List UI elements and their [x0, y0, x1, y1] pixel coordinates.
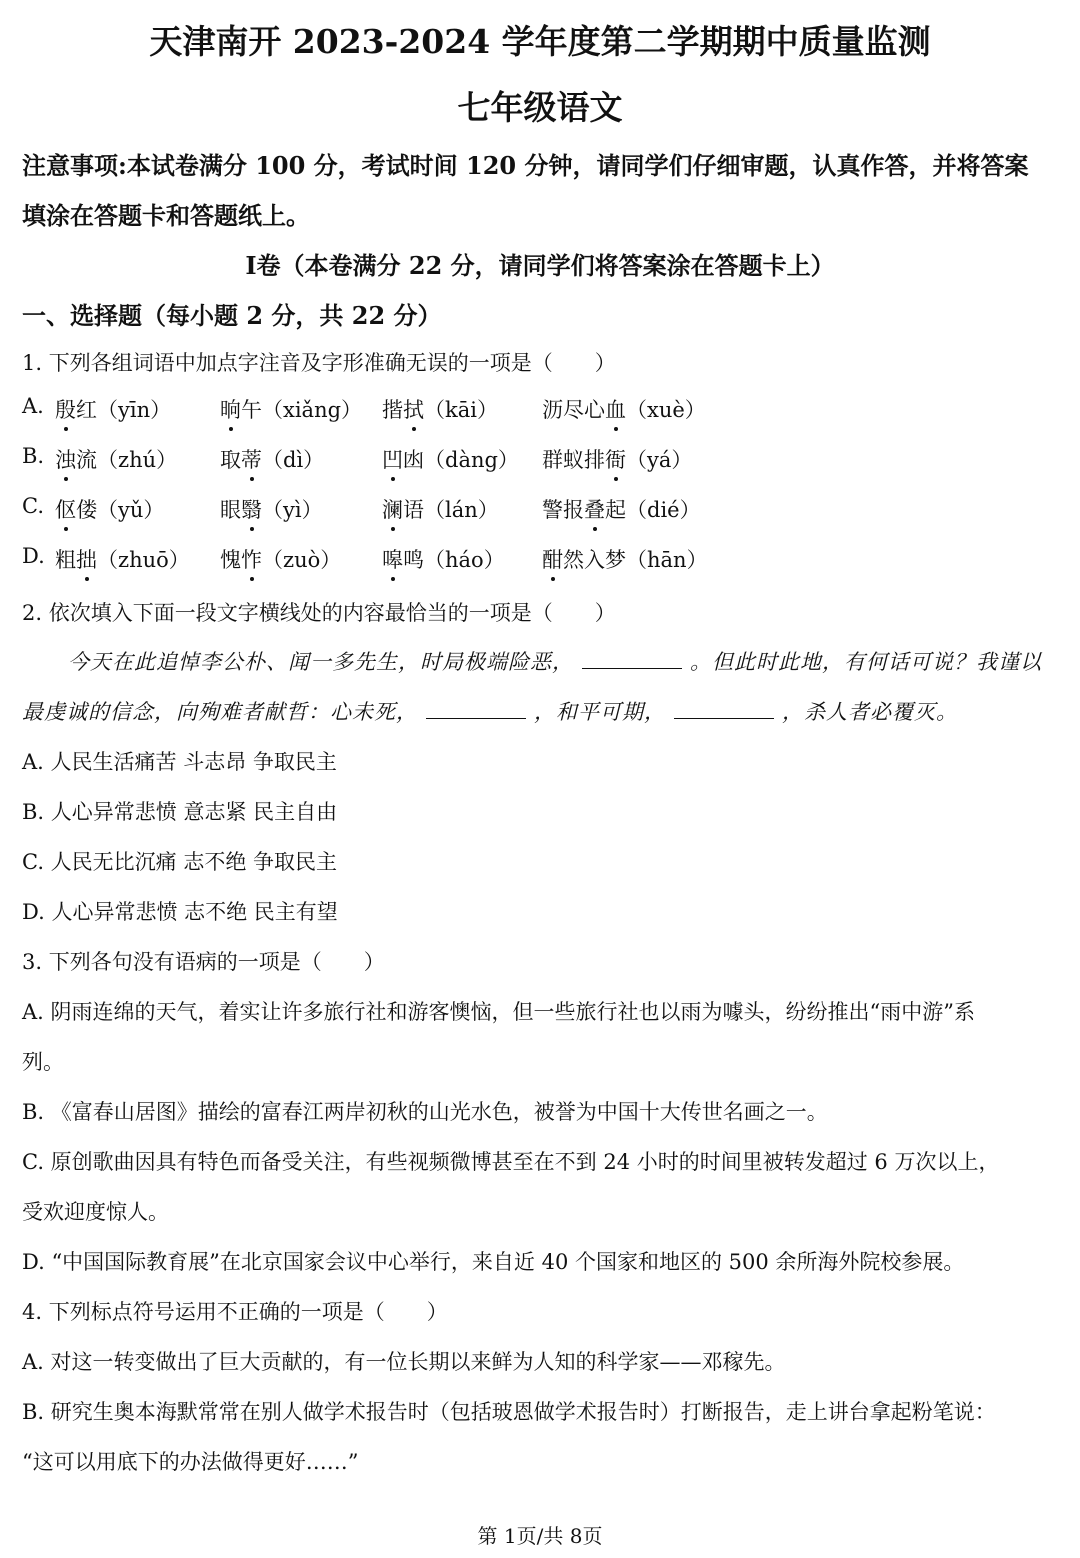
q2-blank-2	[426, 700, 526, 719]
q2-blank-3	[674, 700, 774, 719]
q1-option-label: C.	[22, 494, 44, 518]
word-part: （zhuō）	[97, 548, 190, 572]
dotted-character: 翳	[241, 494, 262, 524]
q2-passage-a: 今天在此追悼李公朴、闻一多先生，时局极端险恶，	[68, 650, 574, 674]
q2-passage-line-2	[22, 696, 958, 726]
q1-word-item	[542, 494, 701, 524]
q1-option-label: A.	[22, 394, 44, 418]
word-part: （yì）	[262, 498, 323, 522]
q1-word-item	[542, 544, 708, 574]
dotted-character: 凹	[382, 444, 403, 474]
word-part: 揩	[382, 398, 403, 422]
word-part: 沥尽心	[542, 398, 605, 422]
word-part: 鸣（háo）	[403, 548, 505, 572]
q2-option-b: B. 人心异常悲愤 意志紧 民主自由	[22, 800, 338, 824]
word-part: 眼	[220, 498, 241, 522]
dotted-character: 晌	[220, 394, 241, 424]
word-part: 语（lán）	[403, 498, 499, 522]
dotted-character: 血	[605, 394, 626, 424]
q3-option-a-line-1: A. 阴雨连绵的天气，着实让许多旅行社和游客懊恼，但一些旅行社也以雨为噱头，纷纷推出“雨中游”系	[22, 1000, 975, 1024]
dotted-character: 澜	[382, 494, 403, 524]
q1-word-item	[55, 544, 190, 574]
q1-word-item	[382, 394, 498, 424]
word-part: 流（zhú）	[76, 448, 178, 472]
word-part: （dì）	[262, 448, 325, 472]
q1-word-item	[382, 444, 519, 474]
q1-word-item	[55, 444, 177, 474]
q2-passage-d: ，和平可期，	[534, 700, 666, 724]
page-footer: 第 1页/共 8页	[477, 1524, 603, 1548]
dotted-character: 怍	[241, 544, 262, 574]
word-part: 取	[220, 448, 241, 472]
q4-stem: 4. 下列标点符号运用不正确的一项是（ ）	[22, 1300, 448, 1324]
q3-option-d: D. “中国国际教育展”在北京国家会议中心举行，来自近 40 个国家和地区的 500 余所海外院校参展。	[22, 1250, 965, 1274]
exam-title: 天津南开 2023-2024 学年度第二学期期中质量监测	[149, 22, 931, 61]
word-part: 午（xiǎng）	[241, 398, 363, 422]
q1-word-item	[55, 394, 171, 424]
q1-word-item	[220, 494, 323, 524]
word-part: （yá）	[626, 448, 693, 472]
q2-passage-e: ，杀人者必覆灭。	[782, 700, 958, 724]
word-part: 红（yīn）	[76, 398, 172, 422]
q1-stem: 1. 下列各组词语中加点字注音及字形准确无误的一项是（ ）	[22, 351, 616, 375]
q3-option-b: B. 《富春山居图》描绘的富春江两岸初秋的山光水色，被誉为中国十大传世名画之一。	[22, 1100, 828, 1124]
dotted-character: 伛	[55, 494, 76, 524]
q2-passage-line-1	[68, 646, 1042, 676]
dotted-character: 拭	[403, 394, 424, 424]
q3-option-c-line-1: C. 原创歌曲因具有特色而备受关注，有些视频微博甚至在不到 24 小时的时间里被转发超过 6 万次以上，	[22, 1150, 1000, 1174]
q1-option-label: D.	[22, 544, 45, 568]
q1-word-item	[220, 394, 362, 424]
notice-line-2: 填涂在答题卡和答题纸上。	[22, 201, 310, 230]
q2-passage-c: 最虔诚的信念，向殉难者献哲：心未死，	[22, 700, 418, 724]
q1-word-item	[55, 494, 164, 524]
q4-option-a: A. 对这一转变做出了巨大贡献的，有一位长期以来鲜为人知的科学家——邓稼先。	[22, 1350, 786, 1374]
word-part: 起（dié）	[605, 498, 701, 522]
q1-option-label: B.	[22, 444, 45, 468]
q2-option-c: C. 人民无比沉痛 志不绝 争取民主	[22, 850, 338, 874]
q2-option-d: D. 人心异常悲愤 志不绝 民主有望	[22, 900, 338, 924]
word-part: 然入梦（hān）	[563, 548, 708, 572]
dotted-character: 蒂	[241, 444, 262, 474]
word-part: （kāi）	[424, 398, 498, 422]
word-part: 愧	[220, 548, 241, 572]
word-part: 偻（yǔ）	[76, 498, 165, 522]
q3-option-a-line-2: 列。	[22, 1050, 64, 1074]
q1-word-item	[220, 544, 341, 574]
word-part: 警报	[542, 498, 584, 522]
dotted-character: 浊	[55, 444, 76, 474]
q1-word-item	[542, 444, 692, 474]
q1-word-item	[220, 444, 324, 474]
q1-word-item	[542, 394, 706, 424]
q1-word-item	[382, 494, 499, 524]
dotted-character: 叠	[584, 494, 605, 524]
dotted-character: 衙	[605, 444, 626, 474]
word-part: （xuè）	[626, 398, 706, 422]
section-header: Ⅰ卷（本卷满分 22 分，请同学们将答案涂在答题卡上）	[245, 251, 835, 280]
q4-option-b-line-1: B. 研究生奥本海默常常在别人做学术报告时（包括玻恩做学术报告时）打断报告，走上讲台拿起粉笔说：	[22, 1400, 996, 1424]
dotted-character: 酣	[542, 544, 563, 574]
q2-stem: 2. 依次填入下面一段文字横线处的内容最恰当的一项是（ ）	[22, 601, 616, 625]
q3-stem: 3. 下列各句没有语病的一项是（ ）	[22, 950, 385, 974]
dotted-character: 嗥	[382, 544, 403, 574]
word-part: 粗	[55, 548, 76, 572]
q2-blank-1	[582, 650, 682, 669]
notice-line-1: 注意事项:本试卷满分 100 分，考试时间 120 分钟，请同学们仔细审题，认真作答，并将答案	[22, 151, 1029, 180]
word-part: 群蚁排	[542, 448, 605, 472]
q2-passage-b: 。但此时此地，有何话可说？我谨以	[690, 650, 1042, 674]
word-part: （zuò）	[262, 548, 342, 572]
part-title: 一、选择题（每小题 2 分，共 22 分）	[22, 301, 442, 330]
dotted-character: 拙	[76, 544, 97, 574]
q2-option-a: A. 人民生活痛苦 斗志昂 争取民主	[22, 750, 337, 774]
exam-subtitle: 七年级语文	[457, 88, 623, 127]
word-part: 凼（dàng）	[403, 448, 519, 472]
q4-option-b-line-2: “这可以用底下的办法做得更好……”	[22, 1450, 359, 1474]
q3-option-c-line-2: 受欢迎度惊人。	[22, 1200, 169, 1224]
dotted-character: 殷	[55, 394, 76, 424]
q1-word-item	[382, 544, 505, 574]
